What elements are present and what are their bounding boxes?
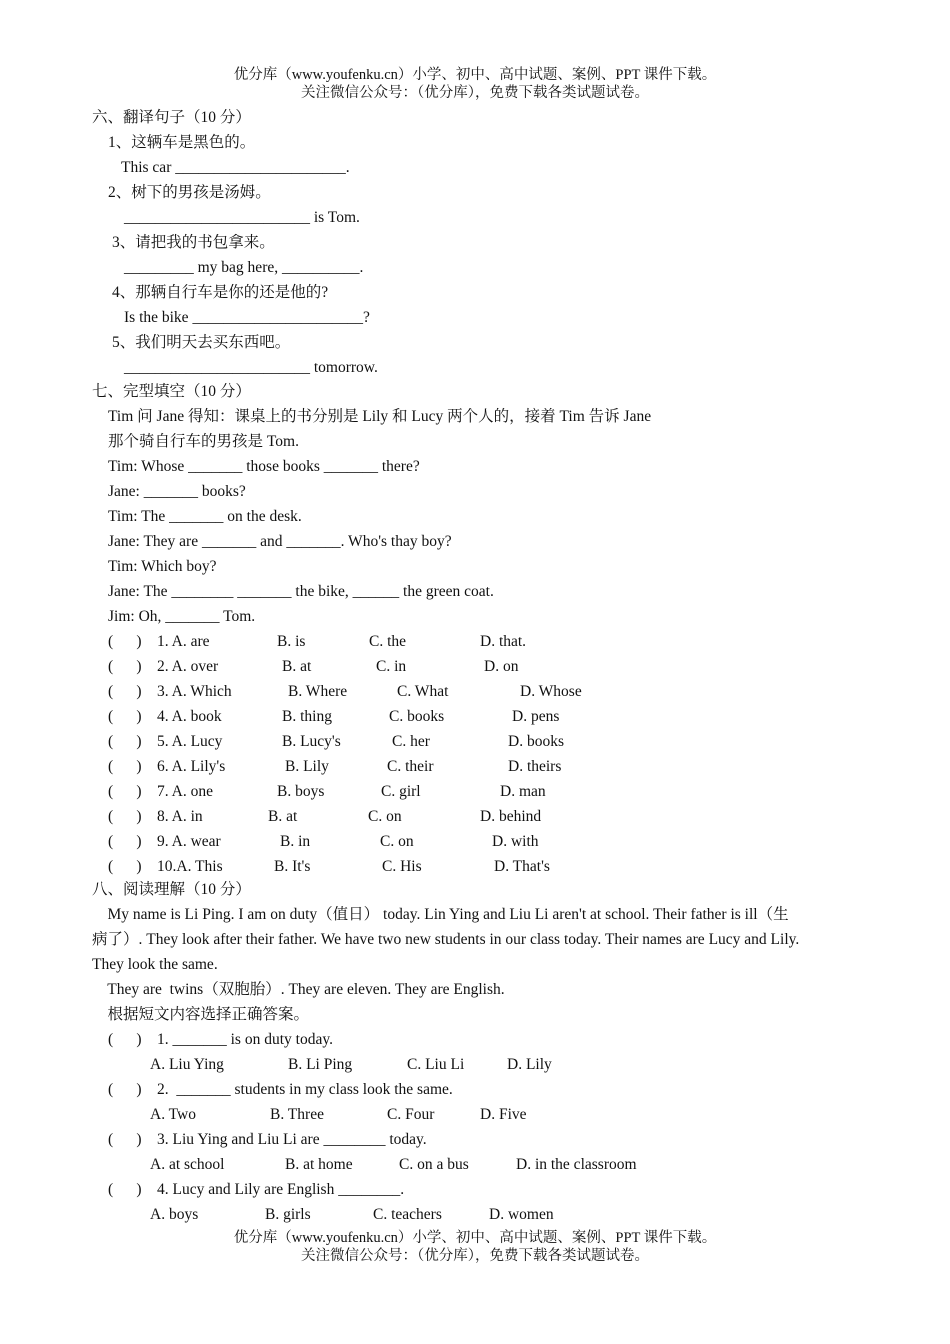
answer-paren[interactable]: ( )	[108, 658, 142, 675]
option-c: C. her	[392, 733, 430, 750]
option-d: D. that.	[480, 633, 527, 650]
s8-passage-line2: 病了）. They look after their father. We have two new students in our class today. Their names are Lucy and Lily.	[92, 931, 800, 948]
s6-a2: ________________________ is Tom.	[124, 209, 360, 226]
option-d: D. man	[500, 783, 546, 800]
answer-paren[interactable]: ( )	[108, 783, 142, 800]
s6-q2: 2、树下的男孩是汤姆。	[108, 184, 271, 201]
option-d: D. Lily	[507, 1056, 552, 1073]
option-c: C. in	[376, 658, 407, 675]
s7-dialog-3: Tim: The _______ on the desk.	[108, 508, 302, 525]
s7-dialog-7: Jim: Oh, _______ Tom.	[108, 608, 256, 625]
s7-dialog-5: Tim: Which boy?	[108, 558, 217, 575]
section8-title: 八、阅读理解（10 分）	[92, 881, 251, 898]
option-a: 8. A. in	[157, 808, 203, 825]
option-b: B. Li Ping	[288, 1056, 353, 1073]
s6-q3: 3、请把我的书包拿来。	[112, 234, 275, 251]
s6-q4: 4、那辆自行车是你的还是他的?	[112, 284, 329, 301]
option-b: B. Three	[270, 1106, 324, 1123]
answer-paren[interactable]: ( )	[108, 858, 142, 875]
option-b: B. at	[282, 658, 312, 675]
option-c: C. on	[380, 833, 414, 850]
answer-paren[interactable]: ( )	[108, 733, 142, 750]
s6-a3: _________ my bag here, __________.	[124, 259, 364, 276]
s7-dialog-6: Jane: The ________ _______ the bike, ______ the green coat.	[108, 583, 494, 600]
answer-paren[interactable]: ( )	[108, 833, 142, 850]
option-a: A. Two	[150, 1106, 196, 1123]
option-d: D. behind	[480, 808, 542, 825]
s7-dialog-2: Jane: _______ books?	[108, 483, 246, 500]
option-b: B. at	[268, 808, 298, 825]
option-a: A. boys	[150, 1206, 199, 1223]
option-a: 10.A. This	[157, 858, 223, 875]
option-b: B. at home	[285, 1156, 353, 1173]
option-b: B. Lily	[285, 758, 329, 775]
option-b: B. girls	[265, 1206, 311, 1223]
answer-paren[interactable]: ( )	[108, 1031, 142, 1048]
option-d: D. books	[508, 733, 564, 750]
answer-paren[interactable]: ( )	[108, 1131, 142, 1148]
section6-title: 六、翻译句子（10 分）	[92, 109, 251, 126]
option-a: 1. A. are	[157, 633, 210, 650]
section7-title: 七、完型填空（10 分）	[92, 383, 251, 400]
s8-instruction: 根据短文内容选择正确答案。	[92, 1006, 310, 1023]
page-footer-line1: 优分库（www.youfenku.cn）小学、初中、高中试题、案例、PPT 课件下载。	[233, 1230, 717, 1246]
s6-a5: ________________________ tomorrow.	[124, 359, 378, 376]
option-d: D. Five	[480, 1106, 527, 1123]
option-c: C. books	[389, 708, 445, 725]
page-header-line2: 关注微信公众号：（优分库），免费下载各类试题试卷。	[301, 85, 649, 101]
option-d: D. theirs	[508, 758, 562, 775]
option-c: C. on a bus	[399, 1156, 469, 1173]
answer-paren[interactable]: ( )	[108, 1181, 142, 1198]
option-b: B. Where	[288, 683, 348, 700]
option-d: D. pens	[512, 708, 560, 725]
option-a: 2. A. over	[157, 658, 219, 675]
option-a: 4. A. book	[157, 708, 222, 725]
option-b: B. Lucy's	[282, 733, 341, 750]
option-c: C. the	[369, 633, 407, 650]
page-header-line1: 优分库（www.youfenku.cn）小学、初中、高中试题、案例、PPT 课件下载。	[233, 67, 717, 83]
s7-dialog-4: Jane: They are _______ and _______. Who's thay boy?	[108, 533, 452, 550]
option-b: B. thing	[282, 708, 332, 725]
s6-q1: 1、这辆车是黑色的。	[108, 134, 256, 151]
option-c: C. His	[382, 858, 422, 875]
question-stem: 3. Liu Ying and Liu Li are ________ today.	[157, 1131, 427, 1148]
s6-a1: This car ______________________.	[121, 159, 350, 176]
s7-dialog-1: Tim: Whose _______ those books _______ there?	[108, 458, 420, 475]
question-stem: 1. _______ is on duty today.	[157, 1031, 333, 1048]
answer-paren[interactable]: ( )	[108, 758, 142, 775]
option-a: 6. A. Lily's	[157, 758, 226, 775]
option-a: 5. A. Lucy	[157, 733, 223, 750]
question-stem: 4. Lucy and Lily are English ________.	[157, 1181, 405, 1198]
option-c: C. on	[368, 808, 402, 825]
s7-intro2: 那个骑自行车的男孩是 Tom.	[108, 433, 299, 450]
option-a: A. Liu Ying	[150, 1056, 224, 1073]
option-d: D. That's	[494, 858, 550, 875]
option-b: B. is	[277, 633, 306, 650]
answer-paren[interactable]: ( )	[108, 708, 142, 725]
option-a: A. at school	[150, 1156, 225, 1173]
option-d: D. with	[492, 833, 539, 850]
option-b: B. It's	[274, 858, 311, 875]
option-c: C. Liu Li	[407, 1056, 465, 1073]
option-d: D. in the classroom	[516, 1156, 637, 1173]
answer-paren[interactable]: ( )	[108, 808, 142, 825]
answer-paren[interactable]: ( )	[108, 683, 142, 700]
option-c: C. girl	[381, 783, 421, 800]
option-c: C. their	[387, 758, 434, 775]
s8-passage-line4: They are twins（双胞胎）. They are eleven. They are English.	[92, 981, 505, 998]
option-a: 3. A. Which	[157, 683, 232, 700]
s8-passage-line1: My name is Li Ping. I am on duty（值日） today. Lin Ying and Liu Li aren't at school. Their father is ill（生	[92, 906, 789, 923]
option-b: B. in	[280, 833, 311, 850]
option-c: C. teachers	[373, 1206, 442, 1223]
option-d: D. Whose	[520, 683, 582, 700]
option-b: B. boys	[277, 783, 325, 800]
answer-paren[interactable]: ( )	[108, 633, 142, 650]
option-d: D. on	[484, 658, 519, 675]
option-a: 9. A. wear	[157, 833, 221, 850]
option-c: C. Four	[387, 1106, 435, 1123]
option-d: D. women	[489, 1206, 554, 1223]
answer-paren[interactable]: ( )	[108, 1081, 142, 1098]
question-stem: 2. _______ students in my class look the same.	[157, 1081, 453, 1098]
s6-q5: 5、我们明天去买东西吧。	[112, 334, 291, 351]
option-a: 7. A. one	[157, 783, 213, 800]
s7-intro1: Tim 问 Jane 得知：课桌上的书分别是 Lily 和 Lucy 两个人的，接着 Tim 告诉 Jane	[108, 408, 652, 425]
s8-passage-line3: They look the same.	[92, 956, 218, 973]
page-footer-line2: 关注微信公众号：（优分库），免费下载各类试题试卷。	[301, 1248, 649, 1264]
option-c: C. What	[397, 683, 449, 700]
s6-a4: Is the bike ______________________?	[124, 309, 370, 326]
